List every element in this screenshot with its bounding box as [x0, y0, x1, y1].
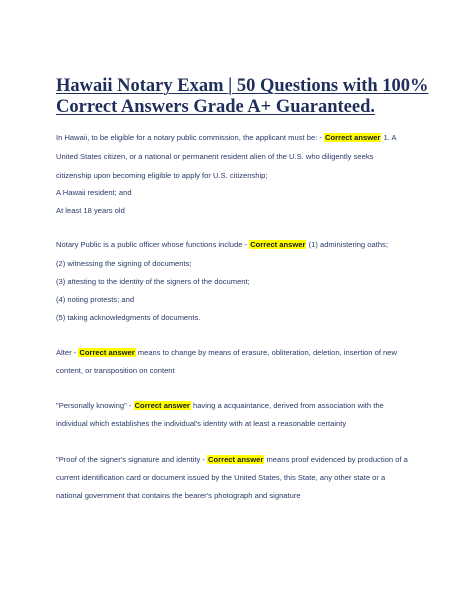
qa-4-line-1: [56, 401, 384, 410]
qa-4-answer-start: having a acquaintance, derived from association with the: [190, 401, 384, 410]
qa-4-question: "Personally knowing" -: [56, 401, 134, 410]
qa-1-line-2: United States citizen, or a national or permanent resident alien of the U.S. who diligently seeks: [56, 152, 374, 161]
qa-1-question: In Hawaii, to be eligible for a notary public commission, the applicant must be: -: [56, 133, 325, 142]
qa-5-line-2: current identification card or document issued by the United States, this State, any other state or a: [56, 473, 386, 482]
title-line-2: Correct Answers Grade A+ Guaranteed.: [56, 97, 375, 117]
qa-5-line-3: national government that contains the bearer's photograph and signature: [56, 491, 301, 500]
qa-1-line-4: A Hawaii resident; and: [56, 188, 132, 197]
qa-2-line-5: (5) taking acknowledgments of documents.: [56, 313, 201, 322]
qa-5-line-1: [56, 455, 408, 464]
correct-answer-highlight: Correct answer: [208, 455, 264, 464]
correct-answer-highlight: Correct answer: [250, 240, 306, 249]
correct-answer-highlight: Correct answer: [325, 133, 381, 142]
page-title: [56, 76, 436, 118]
qa-2-answer-start: (1) administering oaths;: [306, 240, 388, 249]
qa-3-line-2: content, or transposition on content: [56, 366, 175, 375]
qa-1-line-1: [56, 133, 397, 142]
qa-5-answer-start: means proof evidenced by production of a: [264, 455, 408, 464]
qa-1-line-3: citizenship upon becoming eligible to apply for U.S. citizenship;: [56, 171, 268, 180]
correct-answer-highlight: Correct answer: [134, 401, 190, 410]
qa-2-line-1: [56, 240, 388, 249]
qa-4-line-2: individual which establishes the individual's identity with at least a reasonable certainty: [56, 419, 347, 428]
qa-1-answer-start: 1. A: [381, 133, 397, 142]
qa-3-question: Alter -: [56, 348, 79, 357]
qa-2-line-2: (2) witnessing the signing of documents;: [56, 259, 192, 268]
qa-3-answer-start: means to change by means of erasure, obliteration, deletion, insertion of new: [135, 348, 397, 357]
qa-1-line-5: At least 18 years old: [56, 206, 125, 215]
title-line-1: Hawaii Notary Exam | 50 Questions with 100%: [56, 76, 429, 96]
qa-2-line-4: (4) noting protests; and: [56, 295, 135, 304]
qa-2-line-3: (3) attesting to the identity of the signers of the document;: [56, 277, 250, 286]
qa-5-question: "Proof of the signer's signature and identity -: [56, 455, 208, 464]
qa-3-line-1: [56, 348, 397, 357]
correct-answer-highlight: Correct answer: [79, 348, 135, 357]
qa-2-question: Notary Public is a public officer whose functions include -: [56, 240, 250, 249]
